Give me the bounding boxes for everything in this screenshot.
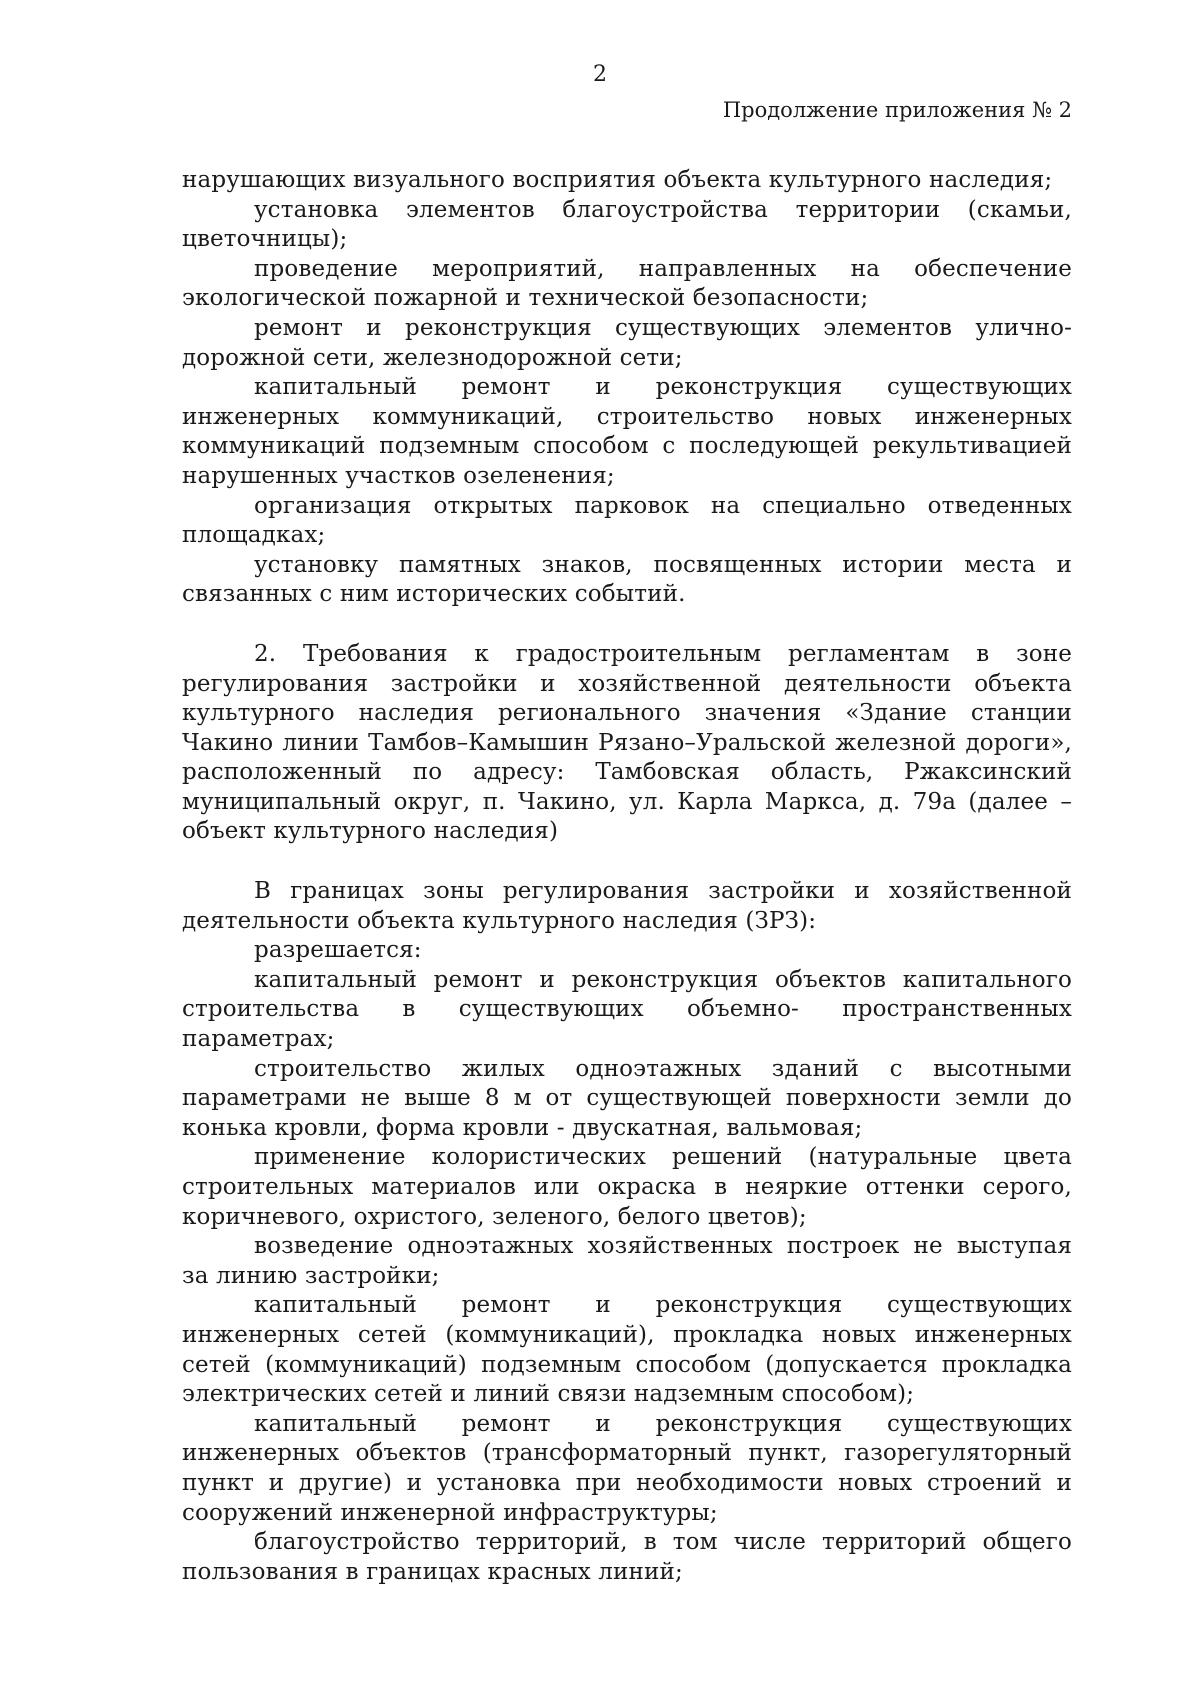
paragraph: капитальный ремонт и реконструкция объектов капитального строительства в существующих объемно- пространственных параметрах; <box>182 966 1072 1053</box>
paragraph: капитальный ремонт и реконструкция существующих инженерных объектов (трансформаторный пункт, газорегуляторный пункт и другие) и установка при необходимости новых строений и сооружений инженерной инфраструктуры; <box>182 1410 1072 1526</box>
paragraph: проведение мероприятий, направленных на обеспечение экологической пожарной и технической безопасности; <box>182 255 1072 312</box>
paragraph: разрешается: <box>254 937 422 964</box>
appendix-continuation: Продолжение приложения № 2 <box>722 98 1072 122</box>
paragraph: организация открытых парковок на специально отведенных площадках; <box>182 492 1072 549</box>
spacer <box>182 610 1072 640</box>
paragraph: возведение одноэтажных хозяйственных построек не выступая за линию застройки; <box>182 1233 1072 1289</box>
document-body <box>182 166 1072 1587</box>
paragraph: В границах зоны регулирования застройки и хозяйственной деятельности объекта культурного наследия (ЗРЗ): <box>182 878 1072 934</box>
page-number: 2 <box>593 62 607 87</box>
paragraph: установка элементов благоустройства территории (скамьи, цветочницы); <box>182 196 1072 253</box>
spacer <box>182 847 1072 877</box>
paragraph: строительство жилых одноэтажных зданий с высотными параметрами не выше 8 м от существующей поверхности земли до конька кровли, форма кровли - двускатная, вальмовая; <box>182 1055 1072 1141</box>
paragraph: капитальный ремонт и реконструкция существующих инженерных сетей (коммуникаций), прокладка новых инженерных сетей (коммуникаций) подземным способом (допускается прокладка электрических сетей и линий связи надземным способом); <box>182 1292 1072 1408</box>
paragraph: благоустройство территорий, в том числе территорий общего пользования в границах красных линий; <box>182 1529 1072 1585</box>
section-heading: 2. Требования к градостроительным регламентам в зоне регулирования застройки и хозяйственной деятельности объекта культурного наследия регионального значения «Здание станции Чакино линии Тамбов–Камышин Рязано–Уральской железной дороги», расположенный по адресу: Тамбовская область, Ржаксинский муниципальный округ, п. Чакино, ул. Карла Маркса, д. 79а (далее – объект культурного наследия) <box>182 640 1072 845</box>
paragraph: установку памятных знаков, посвященных истории места и связанных с ним исторических событий. <box>182 551 1072 608</box>
paragraph: ремонт и реконструкция существующих элементов улично-дорожной сети, железнодорожной сети; <box>182 314 1072 371</box>
paragraph: применение колористических решений (натуральные цвета строительных материалов или окраска в неяркие оттенки серого, коричневого, охристого, зеленого, белого цветов); <box>182 1144 1072 1230</box>
paragraph: капитальный ремонт и реконструкция существующих инженерных коммуникаций, строительство новых инженерных коммуникаций подземным способом с последующей рекультивацией нарушенных участков озеленения; <box>182 374 1072 489</box>
paragraph: нарушающих визуального восприятия объекта культурного наследия; <box>182 167 1053 193</box>
